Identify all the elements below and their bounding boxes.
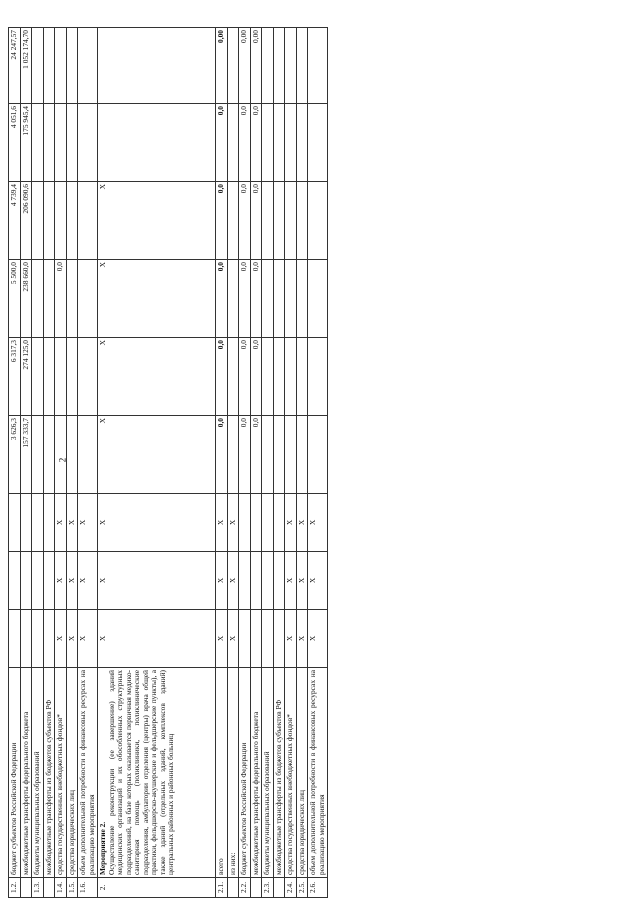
- description-text: бюджеты муниципальных образований: [262, 751, 272, 875]
- value-cell: [32, 28, 44, 104]
- value-cell: X: [98, 416, 216, 494]
- row-description: [78, 668, 98, 878]
- value-cell: 1 052 174,70: [20, 28, 32, 104]
- description-text: объем дополнительной потребности в финансовых ресурсах на реализацию мероприятия: [78, 670, 96, 875]
- table-row: [66, 28, 78, 898]
- value-cell: [227, 260, 239, 338]
- value-cell: 0,0: [250, 416, 262, 494]
- mark-cell: X: [78, 610, 98, 668]
- value-cell: 0,0: [55, 260, 67, 338]
- row-description: [285, 668, 297, 878]
- value-cell: [55, 104, 67, 182]
- value-cell: [66, 28, 78, 104]
- row-description: [239, 668, 251, 878]
- value-cell: [308, 182, 328, 260]
- mark-cell: [32, 610, 44, 668]
- description-text: бюджет субъектов Российской Федерации: [239, 742, 249, 875]
- row-description: [216, 668, 228, 878]
- value-cell: 0,0: [250, 338, 262, 416]
- table-row: [216, 28, 228, 898]
- value-cell: [55, 28, 67, 104]
- table-row: [227, 28, 239, 898]
- mark-cell: [239, 494, 251, 552]
- row-number: [227, 878, 239, 898]
- value-cell: [285, 338, 297, 416]
- value-cell: 157 333,7: [20, 416, 32, 494]
- mark-cell: X: [78, 552, 98, 610]
- row-number: [20, 878, 32, 898]
- row-number: 2.4.: [285, 878, 297, 898]
- table-row: [285, 28, 297, 898]
- description-text: средства государственных внебюджетных фондов*: [55, 714, 65, 875]
- value-cell: 4 739,4: [9, 182, 21, 260]
- mark-cell: X: [296, 494, 308, 552]
- row-description: [20, 668, 32, 878]
- value-cell: 0,00: [239, 28, 251, 104]
- row-description: [55, 668, 67, 878]
- mark-cell: X: [227, 552, 239, 610]
- value-cell: 175 945,4: [20, 104, 32, 182]
- value-cell: 0,0: [239, 182, 251, 260]
- value-cell: [308, 28, 328, 104]
- description-text: бюджеты муниципальных образований: [32, 751, 42, 875]
- mark-cell: X: [308, 494, 328, 552]
- value-cell: [98, 104, 216, 182]
- mark-cell: [239, 610, 251, 668]
- value-cell: 0,0: [216, 104, 228, 182]
- row-number: 2.5.: [296, 878, 308, 898]
- value-cell: [227, 416, 239, 494]
- value-cell: [262, 28, 274, 104]
- value-cell: 0,0: [239, 338, 251, 416]
- value-cell: [78, 182, 98, 260]
- value-cell: [285, 416, 297, 494]
- measure-title: Мероприятие 2.: [98, 821, 108, 875]
- row-description: [308, 668, 328, 878]
- mark-cell: [20, 610, 32, 668]
- mark-cell: X: [98, 552, 216, 610]
- value-cell: [308, 416, 328, 494]
- row-number: [43, 878, 55, 898]
- value-cell: [285, 182, 297, 260]
- value-cell: [273, 104, 285, 182]
- mark-cell: [9, 494, 21, 552]
- mark-cell: X: [216, 552, 228, 610]
- mark-cell: [250, 494, 262, 552]
- value-cell: X: [98, 260, 216, 338]
- mark-cell: X: [285, 494, 297, 552]
- mark-cell: [9, 552, 21, 610]
- row-description: [9, 668, 21, 878]
- value-cell: [296, 28, 308, 104]
- value-cell: [78, 28, 98, 104]
- mark-cell: [273, 494, 285, 552]
- mark-cell: [273, 552, 285, 610]
- value-cell: 3 626,3: [9, 416, 21, 494]
- mark-cell: X: [216, 494, 228, 552]
- value-cell: [262, 416, 274, 494]
- value-cell: [66, 416, 78, 494]
- mark-cell: X: [55, 494, 67, 552]
- mark-cell: X: [55, 552, 67, 610]
- value-cell: [308, 260, 328, 338]
- description-text: межбюджетные трансферты федерального бюджета: [250, 711, 260, 875]
- mark-cell: [262, 610, 274, 668]
- value-cell: [285, 104, 297, 182]
- value-cell: 0,0: [250, 260, 262, 338]
- row-number: [250, 878, 262, 898]
- value-cell: [55, 338, 67, 416]
- value-cell: 238 660,0: [20, 260, 32, 338]
- table-row: [250, 28, 262, 898]
- value-cell: [296, 416, 308, 494]
- table-row: [98, 28, 216, 898]
- value-cell: [262, 182, 274, 260]
- row-description: [250, 668, 262, 878]
- value-cell: [43, 416, 55, 494]
- table-row: [20, 28, 32, 898]
- value-cell: 0,0: [239, 416, 251, 494]
- table-row: [43, 28, 55, 898]
- value-cell: [32, 104, 44, 182]
- value-cell: [296, 104, 308, 182]
- value-cell: 274 125,0: [20, 338, 32, 416]
- row-number: 1.3.: [32, 878, 44, 898]
- row-description: [98, 668, 216, 878]
- row-number: 1.2.: [9, 878, 21, 898]
- row-description: [43, 668, 55, 878]
- value-cell: [66, 104, 78, 182]
- value-cell: 6 317,3: [9, 338, 21, 416]
- row-description: [273, 668, 285, 878]
- mark-cell: X: [216, 610, 228, 668]
- value-cell: [296, 182, 308, 260]
- value-cell: [32, 338, 44, 416]
- description-text: межбюджетные трансферты из бюджетов субъектов РФ: [43, 699, 53, 875]
- value-cell: [66, 260, 78, 338]
- mark-cell: [273, 610, 285, 668]
- table-row: [239, 28, 251, 898]
- row-description: [262, 668, 274, 878]
- value-cell: [43, 260, 55, 338]
- mark-cell: [239, 552, 251, 610]
- table-row: [296, 28, 308, 898]
- mark-cell: X: [66, 552, 78, 610]
- description-text: из них:: [227, 852, 237, 875]
- value-cell: [43, 338, 55, 416]
- mark-cell: X: [296, 610, 308, 668]
- description-text: всего: [216, 858, 226, 875]
- mark-cell: [20, 494, 32, 552]
- row-description: [296, 668, 308, 878]
- value-cell: [43, 104, 55, 182]
- value-cell: [66, 182, 78, 260]
- mark-cell: [250, 610, 262, 668]
- page-number: 2: [57, 457, 68, 463]
- value-cell: 0,00: [216, 28, 228, 104]
- row-description: [32, 668, 44, 878]
- value-cell: 4 051,6: [9, 104, 21, 182]
- mark-cell: [43, 494, 55, 552]
- mark-cell: [43, 610, 55, 668]
- value-cell: [227, 182, 239, 260]
- value-cell: [308, 338, 328, 416]
- value-cell: [227, 338, 239, 416]
- value-cell: [55, 182, 67, 260]
- value-cell: [66, 338, 78, 416]
- value-cell: [273, 260, 285, 338]
- mark-cell: [262, 494, 274, 552]
- row-number: 1.4.: [55, 878, 67, 898]
- value-cell: [227, 28, 239, 104]
- value-cell: [262, 260, 274, 338]
- mark-cell: [43, 552, 55, 610]
- mark-cell: [250, 552, 262, 610]
- value-cell: 0,0: [239, 104, 251, 182]
- value-cell: [296, 260, 308, 338]
- table-row: [9, 28, 21, 898]
- value-cell: 0,0: [250, 182, 262, 260]
- value-cell: 0,0: [216, 182, 228, 260]
- value-cell: 206 090,6: [20, 182, 32, 260]
- row-description: [66, 668, 78, 878]
- mark-cell: X: [98, 494, 216, 552]
- mark-cell: X: [78, 494, 98, 552]
- value-cell: [32, 416, 44, 494]
- value-cell: [98, 28, 216, 104]
- table-row: [308, 28, 328, 898]
- mark-cell: X: [285, 552, 297, 610]
- value-cell: [273, 416, 285, 494]
- description-text: средства юридических лиц: [296, 790, 306, 875]
- mark-cell: X: [66, 494, 78, 552]
- value-cell: [55, 416, 67, 494]
- value-cell: [32, 260, 44, 338]
- value-cell: 0,0: [250, 104, 262, 182]
- value-cell: [78, 338, 98, 416]
- financing-table: [8, 27, 328, 898]
- mark-cell: X: [308, 610, 328, 668]
- value-cell: [273, 182, 285, 260]
- mark-cell: [20, 552, 32, 610]
- value-cell: [43, 28, 55, 104]
- value-cell: [227, 104, 239, 182]
- description-text: Осуществление реконструкции (ее завершение) зданий медицинских организаций и их обособленных структурных подразделений, на базе которых оказывается первичная медико-санитарная помощь (поликлиники, поликлинические подразделения, амбулатории отделения (центры) врача общей практики, фельдшерско-акушерские и фельдшерские пункты), а также зданий (отдельных зданий, комплексов зданий) центральных районных и районных больниц: [106, 670, 176, 875]
- mark-cell: X: [227, 494, 239, 552]
- value-cell: [78, 260, 98, 338]
- mark-cell: X: [285, 610, 297, 668]
- mark-cell: [9, 610, 21, 668]
- mark-cell: X: [98, 610, 216, 668]
- description-text: объем дополнительной потребности в финансовых ресурсах на реализацию мероприятия: [308, 670, 326, 875]
- value-cell: 0,0: [216, 416, 228, 494]
- description-text: средства государственных внебюджетных фондов*: [285, 714, 295, 875]
- row-number: 2.3.: [262, 878, 274, 898]
- description-text: межбюджетные трансферты федерального бюджета: [20, 711, 30, 875]
- value-cell: [285, 28, 297, 104]
- row-description: [227, 668, 239, 878]
- row-number: [273, 878, 285, 898]
- value-cell: [32, 182, 44, 260]
- value-cell: 0,0: [239, 260, 251, 338]
- row-number: 2.2.: [239, 878, 251, 898]
- mark-cell: [262, 552, 274, 610]
- table-row: [78, 28, 98, 898]
- value-cell: [285, 260, 297, 338]
- mark-cell: [32, 552, 44, 610]
- value-cell: X: [98, 182, 216, 260]
- table-row: [32, 28, 44, 898]
- mark-cell: X: [308, 552, 328, 610]
- row-number: 2.1.: [216, 878, 228, 898]
- table-row: [262, 28, 274, 898]
- value-cell: 0,00: [250, 28, 262, 104]
- value-cell: [262, 104, 274, 182]
- description-text: средства юридических лиц: [66, 790, 76, 875]
- mark-cell: X: [66, 610, 78, 668]
- mark-cell: X: [227, 610, 239, 668]
- value-cell: [78, 416, 98, 494]
- mark-cell: X: [55, 610, 67, 668]
- value-cell: 0,0: [216, 338, 228, 416]
- table-row: [55, 28, 67, 898]
- row-number: 2.6.: [308, 878, 328, 898]
- value-cell: [296, 338, 308, 416]
- row-number: 2.: [98, 878, 216, 898]
- description-text: межбюджетные трансферты из бюджетов субъектов РФ: [273, 699, 283, 875]
- rotated-table-container: [8, 28, 528, 898]
- row-number: 1.5.: [66, 878, 78, 898]
- value-cell: [273, 28, 285, 104]
- value-cell: 5 500,0: [9, 260, 21, 338]
- row-number: 1.6.: [78, 878, 98, 898]
- value-cell: 24 247,57: [9, 28, 21, 104]
- value-cell: [262, 338, 274, 416]
- value-cell: 0,0: [216, 260, 228, 338]
- value-cell: X: [98, 338, 216, 416]
- value-cell: [43, 182, 55, 260]
- mark-cell: [32, 494, 44, 552]
- value-cell: [308, 104, 328, 182]
- value-cell: [78, 104, 98, 182]
- table-row: [273, 28, 285, 898]
- description-text: бюджет субъектов Российской Федерации: [9, 742, 18, 875]
- value-cell: [273, 338, 285, 416]
- mark-cell: X: [296, 552, 308, 610]
